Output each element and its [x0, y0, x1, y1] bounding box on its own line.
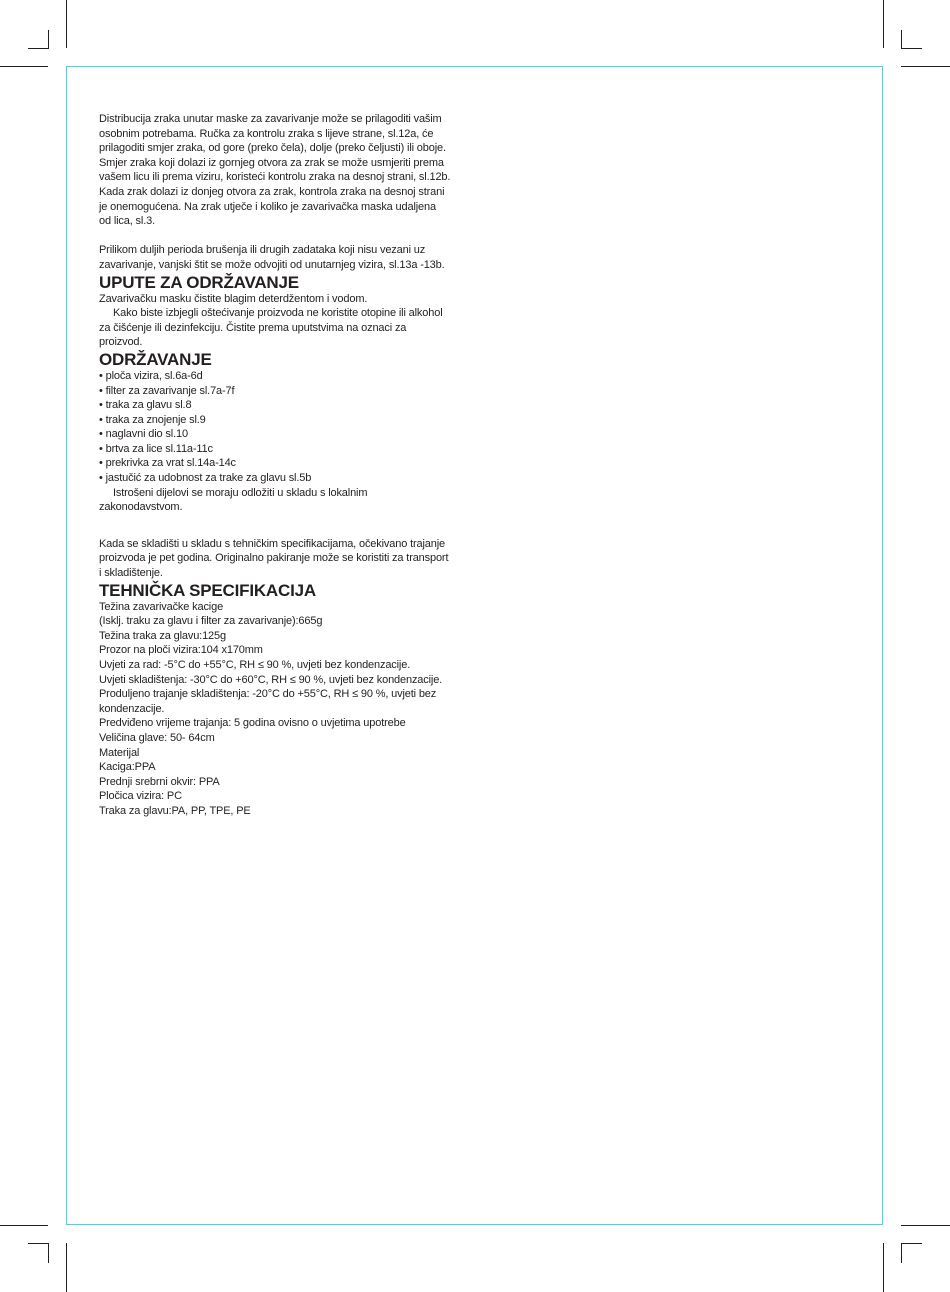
crop-mark-top-left-corner-v [48, 30, 49, 48]
maintenance-list [99, 369, 469, 486]
spec-line: Uvjeti skladištenja: -30°C do +60°C, RH ≤ 90 %, uvjeti bez kondenzacije. [99, 673, 443, 686]
list-item: • brtva za lice sl.11a-11c [99, 442, 213, 455]
spec-line: Veličina glave: 50- 64cm [99, 731, 215, 744]
spec-line: Prednji srebrni okvir: PPA [99, 775, 220, 788]
crop-mark-bottom-right-vertical [883, 1243, 884, 1292]
crop-mark-bottom-left-horizontal [0, 1225, 48, 1226]
disposal-paragraph: Istrošeni dijelovi se moraju odložiti u skladu s lokalnim zakonodavstvom. [99, 486, 368, 514]
care-heading: UPUTE ZA ODRŽAVANJE [99, 272, 299, 292]
spacer [99, 515, 469, 537]
crop-mark-bottom-left-corner-h [28, 1243, 49, 1244]
crop-mark-bottom-right-horizontal [901, 1225, 950, 1226]
care-line-1: Zavarivačku masku čistite blagim deterdžentom i vodom. [99, 292, 368, 305]
list-item: • filter za zavarivanje sl.7a-7f [99, 384, 235, 397]
list-item: • jastučić za udobnost za trake za glavu sl.5b [99, 472, 312, 485]
spec-line: Traka za glavu:PA, PP, TPE, PE [99, 804, 251, 817]
spacer [99, 229, 469, 244]
crop-mark-top-right-horizontal [901, 66, 950, 67]
crop-mark-top-right-corner-v [901, 30, 902, 48]
list-item: • traka za znojenje sl.9 [99, 413, 206, 426]
crop-mark-top-left-corner-h [28, 48, 49, 49]
spec-line: Uvjeti za rad: -5°C do +55°C, RH ≤ 90 %, uvjeti bez kondenzacije. [99, 659, 411, 671]
spec-line: (Isklj. traku za glavu i filter za zavarivanje):665g [99, 615, 323, 628]
crop-mark-bottom-left-corner-v [48, 1243, 49, 1263]
spec-line: Predviđeno vrijeme trajanja: 5 godina ovisno o uvjetima upotrebe [99, 717, 406, 730]
crop-mark-top-left-vertical [66, 0, 67, 48]
spec-line: Materijal [99, 746, 140, 759]
crop-mark-bottom-right-corner-h [901, 1243, 922, 1244]
list-item: • prekrivka za vrat sl.14a-14c [99, 457, 236, 470]
care-line-2: Kako biste izbjegli oštećivanje proizvoda ne koristite otopine ili alkohol za čišćenje ili dezinfekciju. Čistite prema uputstvima na oznaci za proizvod. [99, 307, 443, 349]
crop-mark-top-right-corner-h [901, 48, 922, 49]
crop-mark-top-left-horizontal [0, 66, 48, 67]
spec-line: Težina traka za glavu:125g [99, 629, 226, 642]
list-item: • naglavni dio sl.10 [99, 428, 188, 441]
spec-line: Prozor na ploči vizira:104 x170mm [99, 644, 263, 657]
list-item: • ploča vizira, sl.6a-6d [99, 369, 203, 382]
spec-line: Produljeno trajanje skladištenja: -20°C do +55°C, RH ≤ 90 %, uvjeti bez kondenzacije. [99, 688, 437, 715]
grinding-paragraph: Prilikom duljih perioda brušenja ili drugih zadataka koji nisu vezani uz zavarivanje, vanjski štit se može odvojiti od unutarnjeg vizira, sl.13a -13b. [99, 244, 445, 271]
list-item: • traka za glavu sl.8 [99, 399, 192, 412]
crop-mark-top-right-vertical [883, 0, 884, 48]
storage-paragraph: Kada se skladišti u skladu s tehničkim specifikacijama, očekivano trajanje proizvoda je pet godina. Originalno pakiranje može se koristiti za transport i skladištenje. [99, 537, 449, 580]
spec-line: Pločica vizira: PC [99, 790, 182, 803]
air-distribution-paragraph: Distribucija zraka unutar maske za zavarivanje može se prilagoditi vašim osobnim potrebama. Ručka za kontrolu zraka s lijeve strane, sl.12a, će prilagoditi smjer zraka, od gore (preko čela), dolje (preko čeljusti) ili oboje. Smjer zraka koji dolazi iz gornjeg otvora za zrak se može usmjeriti prema vašem licu ili prema viziru, koristeći kontrolu zraka na desnoj strani, sl.12b. Kada zrak dolazi iz donjeg otvora za zrak, kontrola zraka na desnoj strani je onemogućena. Na zrak utječe i koliko je zavarivačka maska udaljena od lica, sl.3. [99, 113, 451, 228]
spec-line: Kaciga:PPA [99, 761, 156, 774]
maintenance-heading: ODRŽAVANJE [99, 349, 212, 369]
crop-mark-bottom-left-vertical [66, 1243, 67, 1292]
spec-heading: TEHNIČKA SPECIFIKACIJA [99, 580, 316, 600]
spec-line: Težina zavarivačke kacige [99, 600, 224, 613]
crop-mark-bottom-right-corner-v [901, 1243, 902, 1263]
document-content [99, 112, 469, 819]
